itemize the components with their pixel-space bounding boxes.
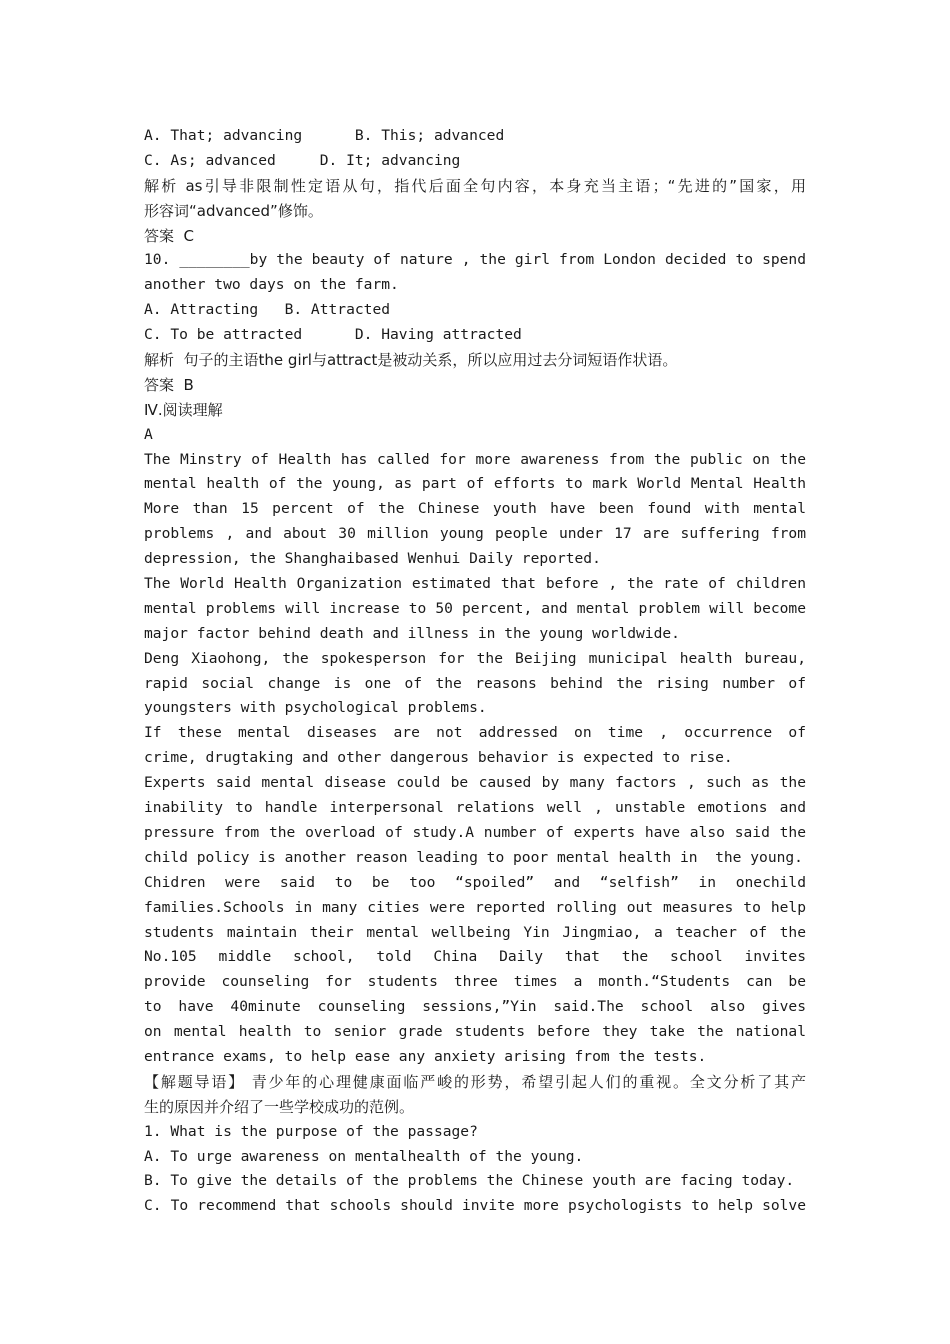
- option-line-9ab: A. That; advancing B. This; advanced: [144, 127, 505, 144]
- question-1-option-a: A. To urge awareness on mentalhealth of the young.: [144, 1147, 584, 1165]
- passage-line: crime, drugtaking and other dangerous behavior is expected to rise.: [144, 749, 733, 767]
- passage-line: provide counseling for students three times a month.“Students can be: [144, 973, 806, 991]
- passage-line: child policy is another reason leading to poor mental health in the young.: [144, 848, 803, 866]
- analysis-10: 解析 句子的主语the girl与attract是被动关系，所以应用过去分词短语作状语。: [144, 351, 678, 370]
- passage-line: Deng Xiaohong, the spokesperson for the Beijing municipal health bureau,: [144, 649, 806, 667]
- passage-line: The World Health Organization estimated that before , the rate of children: [144, 575, 806, 593]
- passage-line: students maintain their mental wellbeing Yin Jingmiao, a teacher of the: [144, 923, 806, 941]
- guide-line-2: 生的原因并介绍了一些学校成功的范例。: [144, 1097, 415, 1116]
- passage-line: youngsters with psychological problems.: [144, 699, 487, 717]
- passage-line: problems , and about 30 million young people under 17 are suffering from: [144, 525, 806, 543]
- analysis-9-line-2: 形容词“advanced”修饰。: [144, 201, 323, 220]
- option-line-10cd: C. To be attracted D. Having attracted: [144, 326, 522, 344]
- passage-line: inability to handle interpersonal relations well , unstable emotions and: [144, 799, 806, 817]
- passage-line: to have 40minute counseling sessions,”Yin said.The school also gives: [144, 998, 806, 1016]
- passage-line: No.105 middle school, told China Daily that the school invites: [144, 948, 806, 966]
- question-10-line-2: another two days on the farm.: [144, 276, 399, 294]
- passage-label: A: [144, 425, 153, 443]
- passage-line: mental problems will increase to 50 percent, and mental problem will become: [144, 599, 806, 617]
- passage-line: Experts said mental disease could be caused by many factors , such as the: [144, 774, 806, 792]
- passage-line: depression, the Shanghaibased Wenhui Daily reported.: [144, 550, 601, 568]
- question-1-option-c: C. To recommend that schools should invite more psychologists to help solve: [144, 1197, 806, 1215]
- passage-line: Chidren were said to be too “spoiled” and “selfish” in onechild: [144, 873, 806, 891]
- guide-line-1: 【解题导语】 青少年的心理健康面临严峻的形势，希望引起人们的重视。全文分析了其产: [144, 1072, 806, 1091]
- answer-9: 答案 C: [144, 226, 195, 245]
- passage-line: More than 15 percent of the Chinese youth have been found with mental: [144, 500, 806, 518]
- analysis-9-line-1: 解析 as引导非限制性定语从句，指代后面全句内容，本身充当主语；“先进的”国家，用: [144, 176, 806, 195]
- passage-line: If these mental diseases are not addressed on time , occurrence of: [144, 724, 806, 742]
- option-line-9cd: C. As; advanced D. It; advancing: [144, 151, 461, 169]
- answer-10: 答案 B: [144, 375, 194, 394]
- passage-line: rapid social change is one of the reasons behind the rising number of: [144, 674, 806, 692]
- passage-line: major factor behind death and illness in the young worldwide.: [144, 624, 680, 642]
- passage-line: on mental health to senior grade students before they take the national: [144, 1023, 806, 1041]
- document-page: [144, 124, 806, 1219]
- passage-line: entrance exams, to help ease any anxiety arising from the tests.: [144, 1047, 707, 1065]
- passage-line: mental health of the young, as part of efforts to mark World Mental Health: [144, 475, 806, 493]
- passage-line: The Minstry of Health has called for more awareness from the public on the: [144, 450, 806, 468]
- question-1: 1. What is the purpose of the passage?: [144, 1122, 478, 1140]
- passage-line: pressure from the overload of study.A number of experts have also said the: [144, 823, 806, 841]
- question-1-option-b: B. To give the details of the problems the Chinese youth are facing today.: [144, 1172, 795, 1190]
- section-heading: Ⅳ.阅读理解: [144, 400, 223, 419]
- question-10-line-1: 10. ________by the beauty of nature , the girl from London decided to spend: [144, 251, 806, 269]
- passage-line: families.Schools in many cities were reported rolling out measures to help: [144, 898, 806, 916]
- option-line-10ab: A. Attracting B. Attracted: [144, 301, 391, 319]
